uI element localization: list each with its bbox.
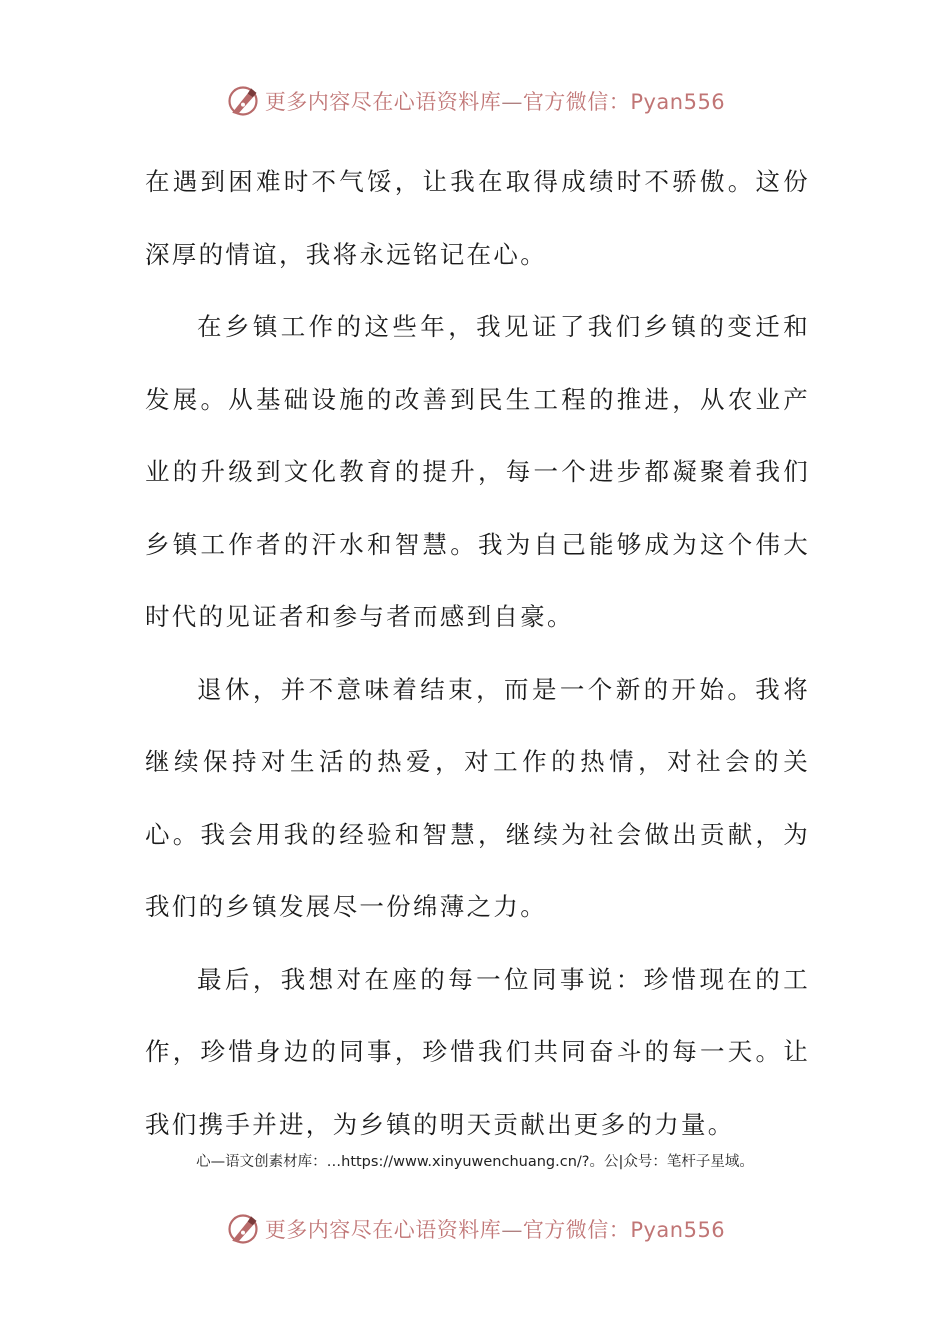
- banner-title: 更多内容尽在心语资料库—官方微信：Pyan556: [264, 90, 726, 114]
- footer-banner: [0, 1207, 950, 1251]
- pen-nib-logo-icon: [225, 1211, 261, 1247]
- wechat-id: Pyan556: [630, 90, 726, 114]
- wechat-id: Pyan556: [630, 1218, 726, 1242]
- paragraph: 在遇到困难时不气馁，让我在取得成绩时不骄傲。这份深厚的情谊，我将永远铭记在心。: [145, 167, 810, 269]
- paragraph: 最后，我想对在座的每一位同事说：珍惜现在的工作，珍惜身边的同事，珍惜我们共同奋斗的每一天。让我们携手并进，为乡镇的明天贡献出更多的力量。: [145, 964, 810, 1139]
- pen-nib-logo-icon: [225, 83, 261, 119]
- paragraph: 退休，并不意味着结束，而是一个新的开始。我将继续保持对生活的热爱，对工作的热情，对社会的关心。我会用我的经验和智慧，继续为社会做出贡献，为我们的乡镇发展尽一份绵薄之力。: [145, 674, 810, 921]
- banner-title: 更多内容尽在心语资料库—官方微信：Pyan556: [264, 1218, 726, 1242]
- header-banner: [0, 79, 950, 123]
- paragraph: 在乡镇工作的这些年，我见证了我们乡镇的变迁和发展。从基础设施的改善到民生工程的推进，从农业产业的升级到文化教育的提升，每一个进步都凝聚着我们乡镇工作者的汗水和智慧。我为自己能够成为这个伟大时代的见证者和参与者而感到自豪。: [145, 312, 810, 631]
- document-body: [145, 146, 810, 1161]
- source-footnote: 心—语文创素材库：…https://www.xinyuwenchuang.cn/?。公|众号：笔杆子星域。: [196, 1154, 754, 1170]
